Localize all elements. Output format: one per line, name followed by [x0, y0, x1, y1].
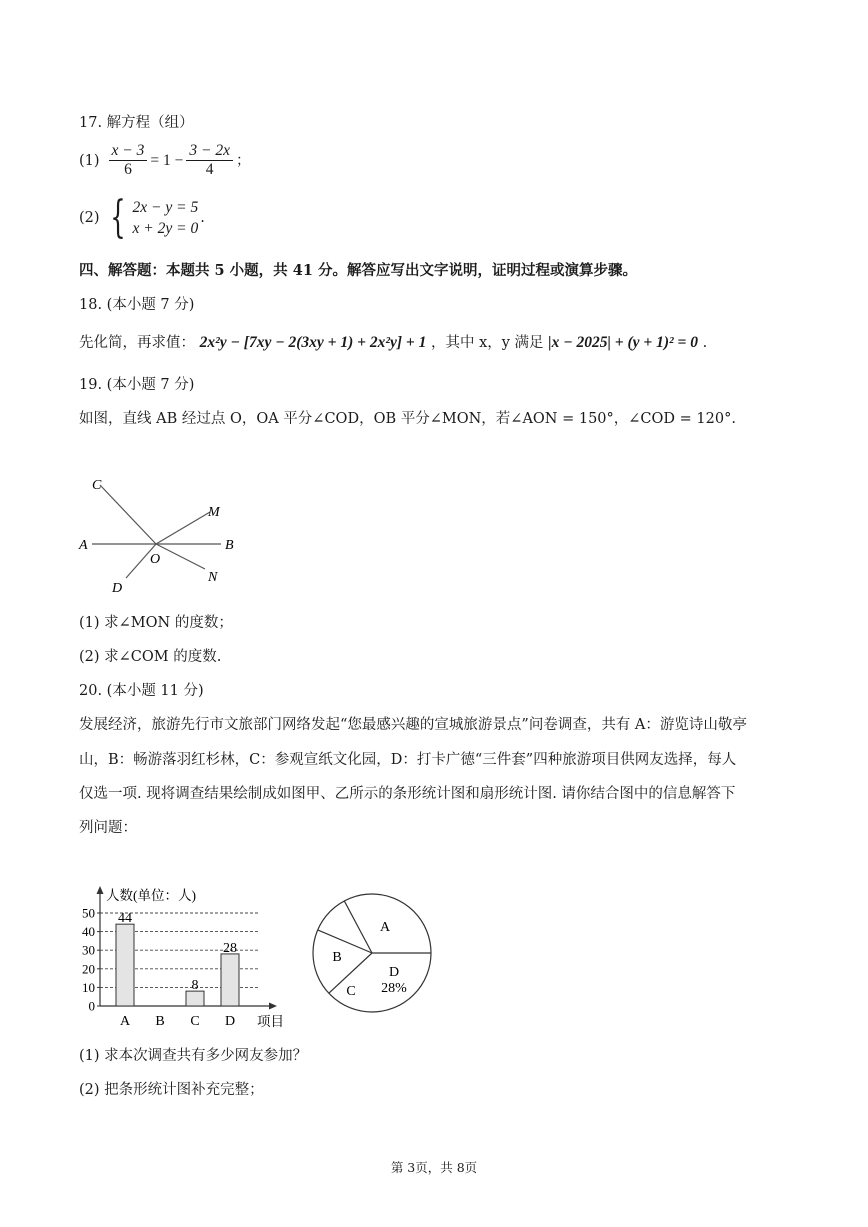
pie-label-a: A — [379, 920, 391, 935]
label-d: D — [112, 581, 123, 596]
category-label-b: B — [155, 1014, 165, 1029]
bar-d — [221, 954, 239, 1006]
q19-header: 19. (本小题 7 分) — [79, 377, 195, 393]
q17-title: 17. 解方程（组） — [79, 115, 194, 131]
q17-p1-right-fraction — [186, 142, 233, 179]
q17-p1-right-den: 4 — [205, 161, 214, 178]
q19-text: 如图，直线 AB 经过点 O，OA 平分∠COD，OB 平分∠MON，若∠AON = 150°，∠COD = 120°. — [79, 411, 736, 427]
q17-p2-eq2: x + 2y = 0 — [132, 220, 199, 237]
bar-a — [116, 924, 134, 1006]
q17-part1 — [79, 142, 250, 179]
q18-condition-end: . — [702, 335, 708, 351]
y-tick-label: 40 — [82, 924, 95, 940]
section4-heading: 四、解答题：本题共 5 小题，共 41 分。解答应写出文字说明，证明过程或演算步骤。 — [79, 262, 637, 279]
q17-p1-label: (1) — [79, 152, 100, 169]
q17-p1-end: ； — [235, 152, 251, 169]
line-co — [100, 485, 156, 544]
q17-p1-mid: = 1 − — [150, 151, 184, 169]
page-footer: 第 3页，共 8页 — [390, 1160, 478, 1175]
pie-chart — [305, 888, 440, 1018]
label-m: M — [208, 505, 220, 520]
label-c: C — [92, 478, 102, 493]
q19-figure — [70, 470, 260, 600]
q17-p1-left-den: 6 — [124, 161, 132, 178]
q17-p2-eq1: 2x − y = 5 — [132, 199, 199, 216]
q20-line3: 仅选一项. 现将调查结果绘制成如图甲、乙所示的条形统计图和扇形统计图. 请你结合图中的信息解答下 — [79, 786, 736, 802]
q20-line1: 发展经济，旅游先行市文旅部门网络发起“您最感兴趣的宣城旅游景点”问卷调查，共有 A：游览诗山敬亭 — [79, 717, 747, 733]
q17-p2-system — [104, 192, 199, 243]
q17-p1-left-fraction — [109, 142, 148, 179]
q17-p1-right-num: 3 − 2x — [186, 142, 233, 161]
q20-sub2: (2) 把条形统计图补充完整； — [79, 1082, 264, 1098]
q17-p1-left-num: x − 3 — [109, 142, 148, 161]
x-axis-label: 项目 — [257, 1014, 284, 1029]
label-b: B — [225, 538, 234, 553]
q20-line2: 山，B：畅游落羽红杉林，C：参观宣纸文化园，D：打卡广德“三件套”四种旅游项目供网友选择，每人 — [79, 752, 737, 768]
data-label-d: 28 — [223, 940, 237, 956]
q19-sub1: (1) 求∠MON 的度数； — [79, 615, 233, 631]
q20-line4: 列问题： — [79, 820, 137, 836]
q17-p2-end: . — [200, 210, 205, 226]
q17-p2-label: (2) — [79, 210, 100, 226]
q18-condition-text: ，其中 x，y 满足 — [430, 335, 544, 351]
pie-label-c: C — [346, 984, 356, 999]
q17-part2 — [79, 192, 205, 243]
category-label-a: A — [119, 1014, 131, 1029]
category-label-c: C — [190, 1014, 200, 1029]
y-axis-label: 人数(单位：人) — [106, 888, 196, 903]
y-tick-label: 20 — [82, 961, 95, 977]
left-brace-icon: { — [109, 192, 126, 243]
y-tick-label: 10 — [82, 979, 95, 995]
q20-header: 20. (本小题 11 分) — [79, 683, 204, 699]
pie-label-d: D — [388, 965, 400, 980]
data-label-c: 8 — [191, 978, 199, 994]
y-tick-label: 0 — [88, 998, 95, 1014]
y-tick-label: 50 — [82, 905, 95, 921]
q19-sub2: (2) 求∠COM 的度数. — [79, 649, 222, 665]
category-label-d: D — [224, 1014, 236, 1029]
q18-condition-expr: |x − 2025| + (y + 1)² = 0 — [548, 334, 698, 351]
x-axis-arrow-icon — [269, 1003, 277, 1010]
data-label-a: 44 — [118, 911, 132, 927]
y-axis-arrow-icon — [97, 886, 104, 894]
line-on — [156, 544, 205, 569]
bar-chart — [70, 878, 300, 1033]
bar-c — [186, 991, 204, 1006]
pie-label-d-percent: 28% — [381, 981, 407, 996]
label-a: A — [79, 538, 88, 553]
label-n: N — [208, 570, 218, 585]
line-om — [156, 512, 210, 544]
q18-intro: 先化简，再求值： — [79, 335, 195, 351]
label-o: O — [150, 552, 161, 567]
y-tick-label: 30 — [82, 942, 95, 958]
q18-body — [79, 333, 707, 353]
q18-header: 18. (本小题 7 分) — [79, 297, 195, 313]
pie-label-b: B — [332, 950, 342, 965]
q18-expression: 2x²y − [7xy − 2(3xy + 1) + 2x²y] + 1 — [199, 334, 427, 351]
q20-sub1: (1) 求本次调查共有多少网友参加？ — [79, 1048, 308, 1064]
